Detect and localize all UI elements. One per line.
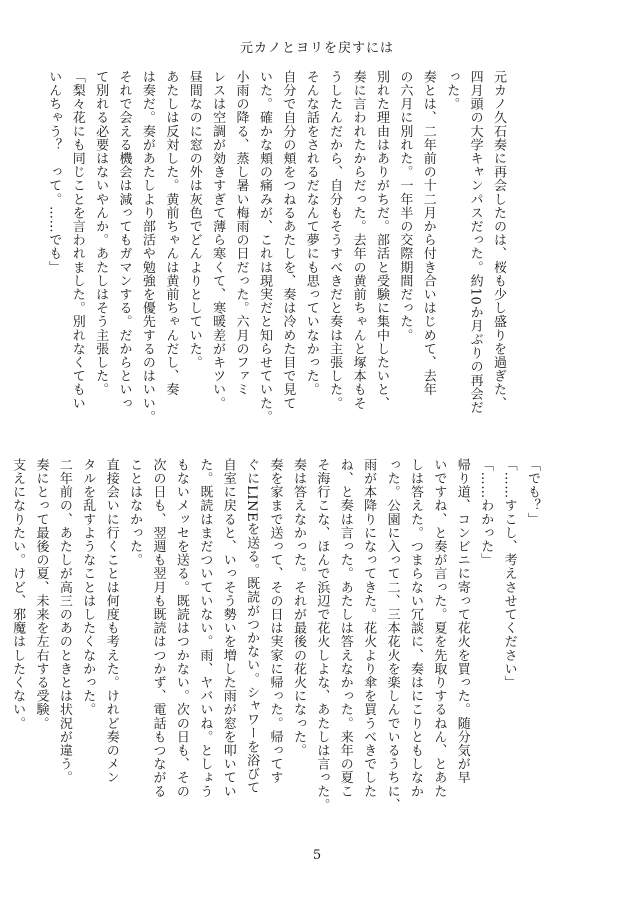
text-line: ぐにLINEを送る。既読がつかない。シャワーを浴びて (244, 458, 260, 795)
text-line: 奏を家まで送って、その日は実家に帰った。帰ってす (267, 458, 283, 785)
text-line: 「でも？」 (525, 458, 540, 526)
text-line: 「……すこし、考えさせてください」 (501, 458, 517, 690)
text-line: 「……わかった」 (478, 458, 494, 567)
running-title: 元カノとヨリを戻すには (239, 41, 394, 56)
text-line: 二年前の、あたしが高三のあのときとは状況が違う。 (56, 458, 72, 785)
text-line: て別れる必要はないやんか。あたしはそう主張した。 (93, 70, 109, 397)
text-line: いですね、と奏が言った。夏を先取りするねん、とあた (431, 458, 447, 798)
text-line: いんちゃう？ って。……でも」 (46, 70, 62, 274)
text-line: タルを乱すようなことはしたくなかった。 (80, 458, 96, 717)
text-line: うしたんだから、自分もそうすべきだと奏は主張した。 (327, 70, 343, 410)
text-line: そんな話をされるだなんて夢にも思っていなかった。 (303, 70, 319, 397)
text-line: もないメッセを送る。既読はつかない。次の日も、その (173, 458, 189, 798)
text-line: 奏にとって最後の夏、未来を左右する受験。 (33, 458, 49, 730)
text-line: 雨が本降りになってきた。花火より傘を買うべきでした (361, 458, 377, 798)
text-line: レスは空調が効きすぎて薄ら寒くて、寒暖差がキツい。 (210, 70, 226, 410)
text-line: 支えになりたい。けど、邪魔はしたくない。 (10, 458, 26, 730)
text-line: 奏とは、二年前の十二月から付き合いはじめて、去年 (420, 70, 436, 397)
text-line: た。既読はまだついていない。雨、ヤバいね。としょう (197, 458, 213, 798)
text-line: 奏は答えなかった。それが最後の花火になった。 (290, 458, 306, 758)
text-line: 次の日も、翌週も翌月も既読はつかず、電話もつながる (150, 458, 166, 798)
text-line: 小雨の降る、蒸し暑い梅雨の日だった。六月のファミ (233, 70, 249, 397)
text-line: 自室に戻ると、いっそう勢いを増した雨が窓を叩いてい (220, 458, 236, 798)
text-line: それで会える機会は減ってもガマンする。だからといっ (116, 70, 132, 410)
text-line: ことはなかった。 (127, 458, 143, 567)
text-line: いた。確かな頬の痛みが、これは現実だと知らせていた。 (256, 70, 272, 424)
text-line: 「梨々花にも同じことを言われました。別れなくてもい (69, 70, 85, 410)
text-line: そ海行こな、ほんで浜辺で花火しよな、あたしは言った。 (314, 458, 330, 812)
text-line: 自分で自分の頬をつねるあたしを、奏は冷めた目で見て (280, 70, 296, 410)
text-line: った。 (444, 70, 460, 111)
text-line: しは答えた。つまらない冗談に、奏はにこりともしなか (407, 458, 423, 798)
text-line: の六月に別れた。一年半の交際期間だった。 (397, 70, 413, 342)
text-line: は奏だ。奏があたしより部活や勉強を優先するのはいい。 (139, 70, 155, 424)
lower-text-block (10, 458, 544, 813)
text-line: あたしは反対した。黄前ちゃんは黄前ちゃんだし、奏 (163, 70, 179, 397)
upper-text-block (46, 70, 510, 424)
text-line: 昼間なのに窓の外は灰色でどんよりとしていた。 (186, 70, 202, 370)
text-line: 元カノ久石奏に再会したのは、桜も少し盛りを過ぎた、 (491, 70, 506, 410)
text-line: 四月頭の大学キャンパスだった。約10か月ぶりの再会だ (467, 70, 483, 415)
text-line: 直接会いに行くことは何度も考えた。けれど奏のメン (103, 458, 119, 785)
text-line: ね、と奏は言った。あたしは答えなかった。来年の夏こ (337, 458, 353, 798)
text-line: った。公園に入って二、三本花火を楽しんでいるうちに、 (384, 458, 400, 812)
text-line: 別れた理由はありがちだ。部活と受験に集中したいと、 (373, 70, 389, 410)
text-line: 帰り道、コンビニに寄って花火を買った。随分気が早 (454, 458, 470, 785)
page-number: 5 (312, 848, 322, 863)
text-line: 奏に言われたからだった。去年の黄前ちゃんと塚本もそ (350, 70, 366, 410)
